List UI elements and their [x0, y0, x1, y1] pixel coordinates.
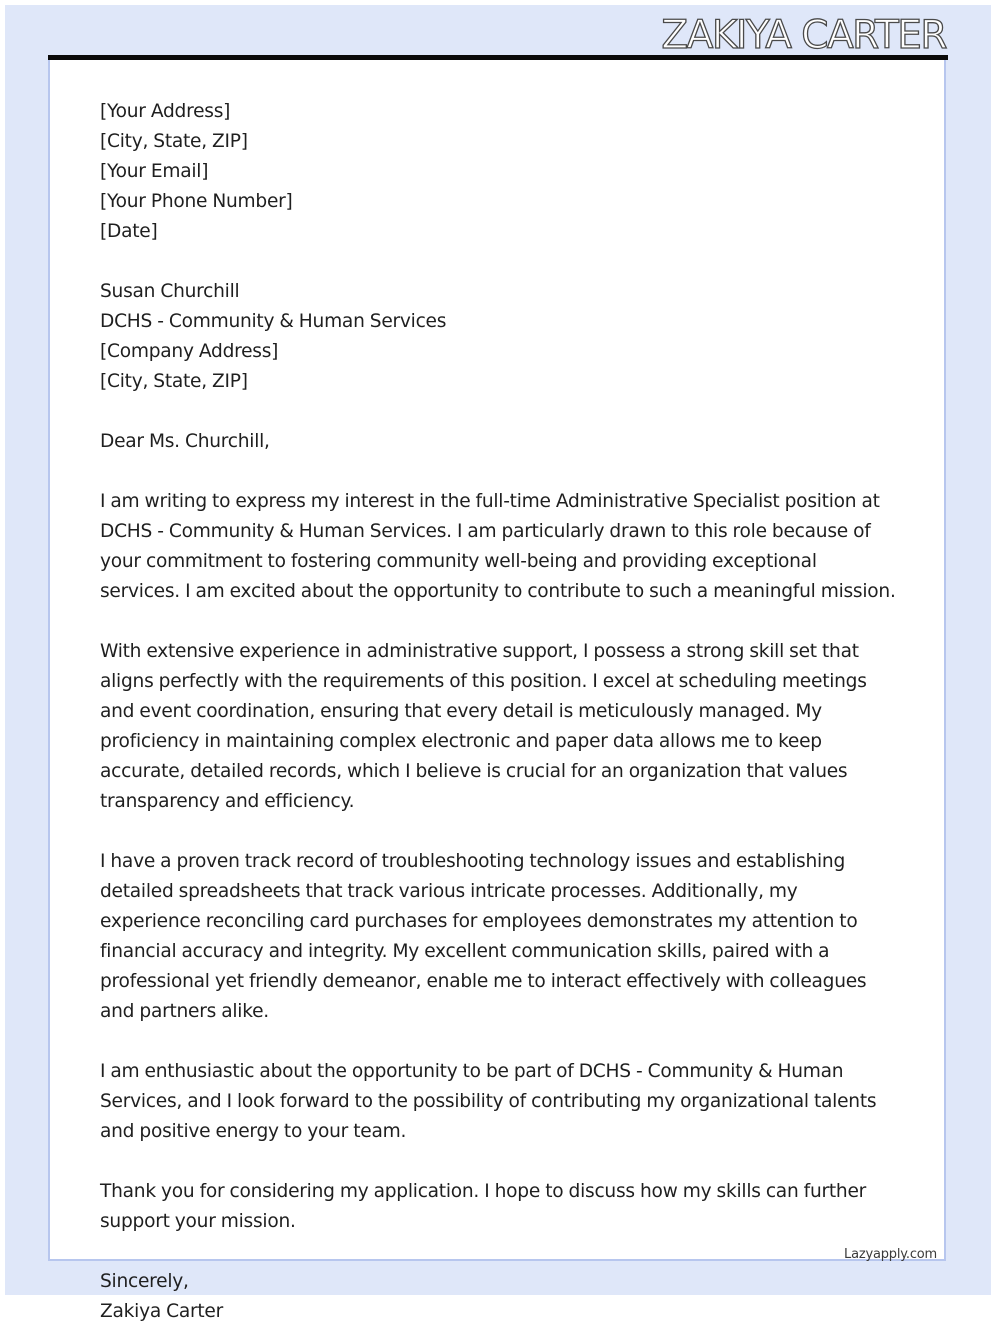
signature-name: Zakiya Carter — [100, 1301, 224, 1322]
closing-block — [100, 1267, 900, 1327]
recipient-address: [Company Address] — [100, 341, 279, 362]
recipient-city-state-zip: [City, State, ZIP] — [100, 371, 248, 392]
recipient-block — [100, 277, 900, 397]
valediction: Sincerely, — [100, 1271, 189, 1292]
sender-block — [100, 97, 900, 247]
body-paragraph-1: I am writing to express my interest in the full-time Administrative Specialist position at DCHS - Community & Human Services. I am particularly drawn to this role because of your commitment to fostering community well-being and providing exceptional services. I am excited about the opportunity to contribute to such a meaningful mission. — [100, 491, 896, 602]
sender-city-state-zip: [City, State, ZIP] — [100, 131, 248, 152]
watermark-text: Lazyapply.com — [844, 1247, 937, 1262]
body-paragraph-4: I am enthusiastic about the opportunity to be part of DCHS - Community & Human Services, and I look forward to the possibility of contributing my organizational talents and positive energy to your team. — [100, 1061, 877, 1142]
recipient-name: Susan Churchill — [100, 281, 240, 302]
body-paragraph-5: Thank you for considering my application. I hope to discuss how my skills can further support your mission. — [100, 1181, 867, 1232]
body-paragraph-3: I have a proven track record of troubleshooting technology issues and establishing detailed spreadsheets that track various intricate processes. Additionally, my experience reconciling card purchases for employees demonstrates my attention to financial accuracy and integrity. My excellent communication skills, paired with a professional yet friendly demeanor, enable me to interact effectively with colleagues and partners alike. — [100, 851, 867, 1022]
letter-date: [Date] — [100, 221, 158, 242]
sender-address: [Your Address] — [100, 101, 231, 122]
salutation: Dear Ms. Churchill, — [100, 431, 270, 452]
recipient-company: DCHS - Community & Human Services — [100, 311, 447, 332]
applicant-name-header: ZAKIYA CARTER — [661, 13, 946, 58]
sender-email: [Your Email] — [100, 161, 209, 182]
body-paragraph-2: With extensive experience in administrative support, I possess a strong skill set that aligns perfectly with the requirements of this position. I excel at scheduling meetings and event coordination, ensuring that every detail is meticulously managed. My proficiency in maintaining complex electronic and paper data allows me to keep accurate, detailed records, which I believe is crucial for an organization that values transparency and efficiency. — [100, 641, 867, 812]
cover-letter-body — [100, 97, 900, 1327]
sender-phone: [Your Phone Number] — [100, 191, 293, 212]
